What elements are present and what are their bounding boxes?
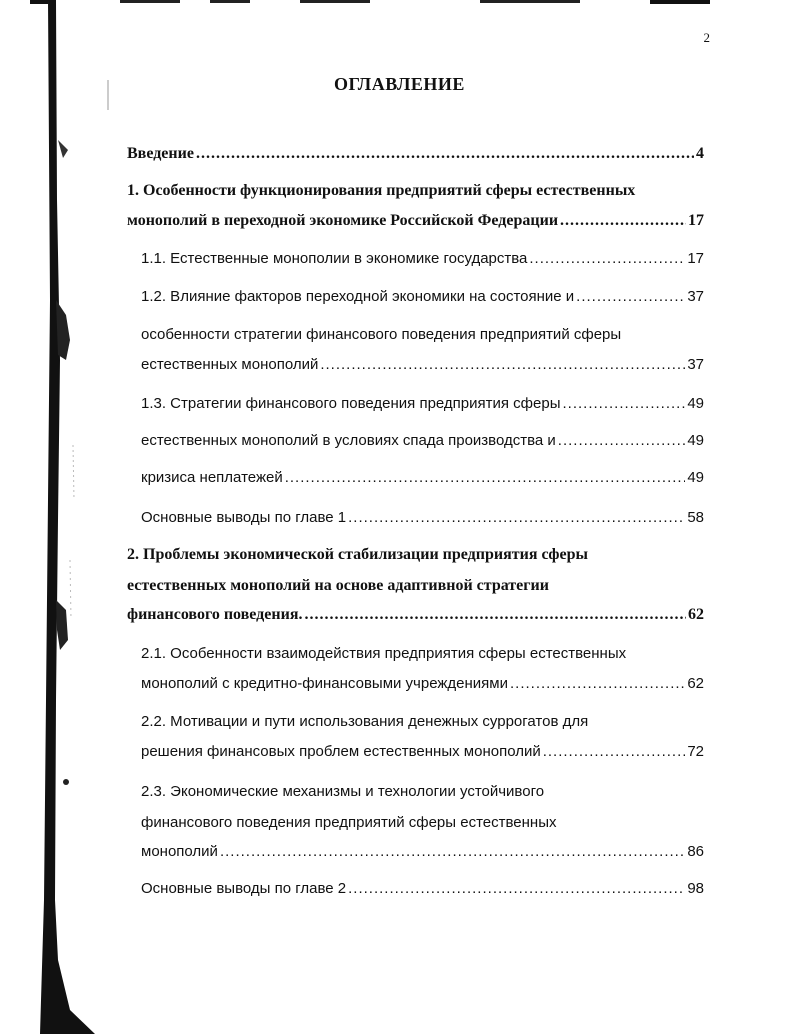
toc-entry-text: монополий в переходной экономике Российской Федерации (127, 212, 559, 229)
toc-section-2-1-line-1 (141, 644, 704, 664)
toc-entry-text: монополий с кредитно-финансовыми учреждениями (141, 675, 508, 692)
toc-title: ОГЛАВЛЕНИЕ (334, 74, 465, 94)
toc-section-1-3-line-3 (141, 468, 704, 488)
dot-leader (558, 431, 686, 451)
dot-leader (529, 249, 685, 269)
toc-section-1-2-line-1 (141, 287, 704, 307)
toc-section-2-3-line-1 (141, 782, 704, 802)
toc-section-2-2-line-2 (141, 742, 704, 762)
toc-entry-page: 72 (687, 743, 704, 760)
toc-entry-page: 17 (688, 212, 704, 229)
toc-entry-text: Основные выводы по главе 2 (141, 880, 347, 897)
toc-chapter-2-line-1 (127, 545, 704, 565)
dot-leader (320, 355, 685, 375)
toc-entry-text: 2. Проблемы экономической стабилизации предприятия сферы (127, 546, 588, 563)
toc-entry-text: естественных монополий на основе адаптивной стратегии (127, 577, 549, 594)
toc-section-2-3-line-2 (141, 813, 704, 833)
toc-chapter-2-line-3 (127, 605, 704, 625)
toc-entry-page: 17 (687, 250, 704, 267)
toc-entry-text: особенности стратегии финансового поведения предприятий сферы (141, 326, 622, 343)
toc-entry-text: монополий (141, 843, 218, 860)
toc-entry-text: кризиса неплатежей (141, 469, 283, 486)
toc-entry-text: Основные выводы по главе 1 (141, 509, 347, 526)
dot-leader (563, 394, 686, 414)
toc-entry-text: 1.1. Естественные монополии в экономике государства (141, 250, 528, 267)
toc-entry-page: 4 (696, 145, 704, 162)
toc-entry-text: финансового поведения. (127, 606, 303, 623)
dot-leader (196, 144, 694, 164)
toc-entry-page: 98 (687, 880, 704, 897)
scan-top-artifacts (0, 0, 799, 8)
toc-chapter-1-conclusions (141, 508, 704, 528)
dot-leader (510, 674, 685, 694)
toc-chapter-1-line-2 (127, 211, 704, 231)
toc-entry-page: 37 (687, 356, 704, 373)
toc-entry-text: 2.2. Мотивации и пути использования денежных суррогатов для (141, 713, 589, 730)
toc-entry-text: 2.1. Особенности взаимодействия предприятия сферы естественных (141, 645, 627, 662)
toc-entry-text: Введение (127, 145, 194, 162)
toc-entry-text: естественных монополий в условиях спада производства и (141, 432, 556, 449)
dot-leader (576, 287, 685, 307)
toc-entry-page: 49 (687, 395, 704, 412)
toc-entry-text: 1.2. Влияние факторов переходной экономики на состояние и (141, 288, 575, 305)
dot-leader (304, 605, 686, 625)
toc-section-1-3-line-1 (141, 394, 704, 414)
toc-entry-page: 37 (687, 288, 704, 305)
toc-entry-text: решения финансовых проблем естественных монополий (141, 743, 541, 760)
toc-entry-text: 1. Особенности функционирования предприятий сферы естественных (127, 182, 636, 199)
toc-section-1-1 (141, 249, 704, 269)
toc-section-1-3-line-2 (141, 431, 704, 451)
toc-entry-text: естественных монополий (141, 356, 319, 373)
toc-section-1-2-line-3 (141, 355, 704, 375)
toc-section-2-2-line-1 (141, 712, 704, 732)
toc-entry-page: 62 (687, 675, 704, 692)
dot-leader (543, 742, 686, 762)
dot-leader (348, 879, 685, 899)
toc-section-2-1-line-2 (141, 674, 704, 694)
toc-chapter-2-conclusions (141, 879, 704, 899)
toc-section-1-2-line-2 (141, 325, 704, 345)
page-number: 2 (703, 30, 710, 45)
toc-entry-page: 62 (688, 606, 704, 623)
toc-entry-page: 49 (687, 469, 704, 486)
toc-entry-text: 2.3. Экономические механизмы и технологии устойчивого (141, 783, 545, 800)
dot-leader (220, 842, 685, 862)
toc-chapter-1-line-1 (127, 181, 704, 201)
dot-leader (348, 508, 685, 528)
dot-leader (285, 468, 686, 488)
toc-entry-page: 58 (687, 509, 704, 526)
toc-entry-page: 49 (687, 432, 704, 449)
toc-entry-introduction (127, 144, 704, 164)
toc-entry-page: 86 (687, 843, 704, 860)
toc-entry-text: финансового поведения предприятий сферы естественных (141, 814, 557, 831)
dot-leader (560, 211, 686, 231)
toc-entry-text: 1.3. Стратегии финансового поведения предприятия сферы (141, 395, 561, 412)
toc-section-2-3-line-3 (141, 842, 704, 862)
toc-chapter-2-line-2 (127, 576, 704, 596)
